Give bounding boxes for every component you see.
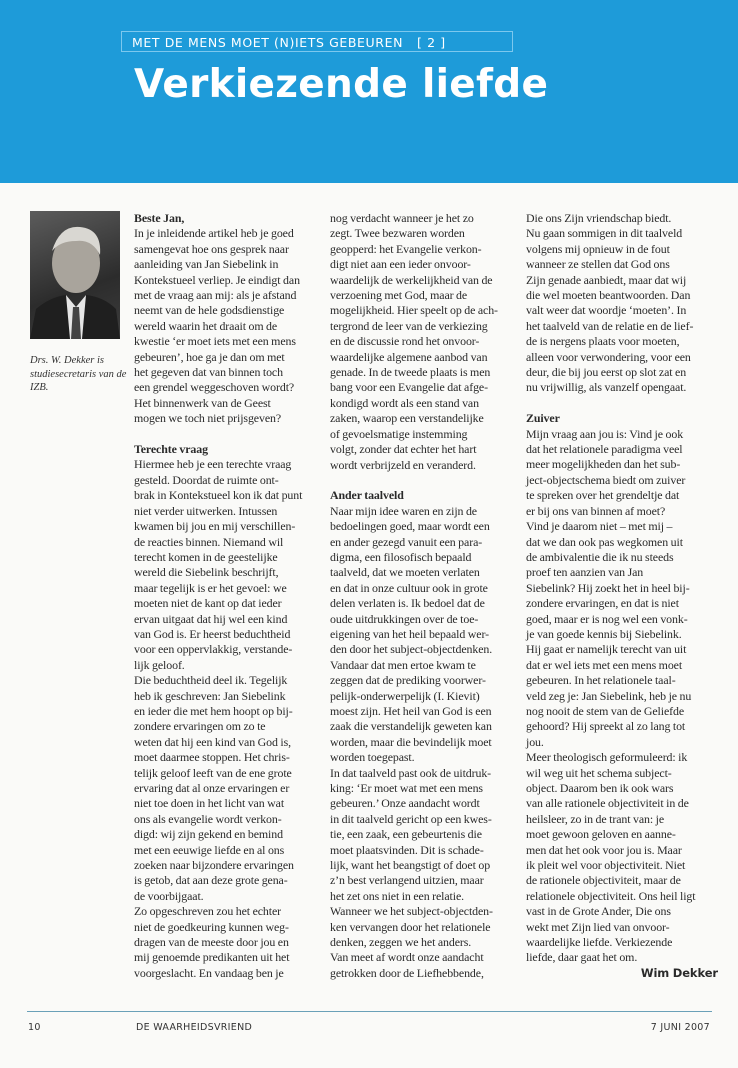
portrait-image — [30, 211, 120, 339]
paragraph: Zo opgeschreven zou het echter niet de goedkeuring kunnen weg- dragen van de meeste door jou en mij genoemde predikanten uit het voorgeslacht. En vandaag ben je — [134, 904, 290, 980]
series-kicker — [121, 31, 513, 52]
series-number: [ 2 ] — [417, 35, 446, 50]
paragraph: Die beduchtheid deel ik. Tegelijk heb ik geschreven: Jan Siebelink en ieder die met hem hoopt op bij- zondere ervaringen om zo te weten dat hij een kind van God is, moet daarmee stoppen. Het chris- telijk geloof leeft van de ene grote ervaring dat al onze ervaringen er niet toe doen in het licht van wat ons als evangelie wordt verkon- digd: wij zijn gekend en bemind met een eeuwige liefde en al ons zoeken naar bijzondere ervaringen is getob, dat aan deze grote gena- de voorbijgaat. — [134, 673, 294, 903]
article-title: Verkiezende liefde — [134, 62, 549, 107]
author-photo — [30, 211, 120, 339]
paragraph: nog verdacht wanneer je het zo zegt. Twee bezwaren worden geopperd: het Evangelie verkon- digt niet aan een ieder onvoor- waardelijk de werkelijkheid van de verzoening met God, maar de mogelijkheid. Hier speelt op de ach- tergrond de leer van de verkiezing en de discussie rond het onvoor- waardelijke algemene aanbod van genade. In de tweede plaats is men bang voor een Evangelie dat afge- kondigd wordt als een stand van zaken, waarop een verstandelijke of gevoelsmatige instemming volgt, zonder dat echter het hart wordt verbrijzeld en veranderd. — [330, 211, 498, 472]
article-column-1 — [134, 211, 326, 981]
paragraph: Die ons Zijn vriendschap biedt. Nu gaan sommigen in dit taalveld volgens mij opnieuw in de fout wanneer ze stellen dat God ons Zijn genade aanbiedt, maar dat wij die wel moeten beantwoorden. Dan valt weer dat woordje ‘moeten’. In het taalveld van de relatie en de lief- de is nergens plaats voor moeten, alleen voor verwondering, voor een deur, die bij jou eerst op slot zat en nu vrijwillig, als vanzelf opengaat. — [526, 211, 694, 395]
section-heading: Ander taalveld — [330, 488, 404, 503]
issue-date: 7 JUNI 2007 — [650, 1022, 710, 1033]
author-signature: Wim Dekker — [640, 965, 718, 980]
paragraph: In je inleidende artikel heb je goed samengevat hoe ons gesprek naar aanleiding van Jan Siebelink in Kontekstueel verliep. Je eindigt dan met de vraag aan mij: als je afstand neemt van de hele godsdienstige wereld waarin het draait om de kwestie ‘er moet iets met een mens gebeuren’, hoe ga je dan om met het gegeven dat van binnen toch een grendel weggeschoven wordt? Het binnenwerk van de Geest mogen we toch niet prijsgeven? — [134, 226, 300, 426]
footer-divider — [27, 1011, 712, 1012]
article-column-2 — [330, 211, 522, 981]
paragraph: Meer theologisch geformuleerd: ik wil weg uit het schema subject- object. Daarom ben ik ook wars van alle rationele objectiviteit in de heilsleer, zo in de trant van: je moet gewoon geloven en aanne- men dat het ook voor jou is. Maar ik pleit wel voor objectiviteit. Niet de rationele objectiviteit, maar de relationele objectiviteit. Ons heil ligt vast in de Grote Ander, Die ons wekt met Zijn lied van onvoor- waardelijke liefde. Verkiezende liefde, daar gaat het om. — [526, 750, 696, 965]
header-banner — [0, 0, 738, 183]
paragraph: Naar mijn idee waren en zijn de bedoelingen goed, maar wordt een en ander gezegd vanuit een para- digma, een filosofisch bepaald taalveld, dat we moeten verlaten en dat in onze cultuur ook in grote delen verlaten is. Ik bedoel dat de oude uitdrukkingen over de toe- eigening van het heil bepaald wer- den door het subject-objectdenken. Vandaar dat men ertoe kwam te zeggen dat de prediking voorwer- pelijk-onderwerpelijk (I. Kievit) moest zijn. Het heil van God is een zaak die verstandelijk geweten kan worden, maar die bevindelijk moet worden toegepast. — [330, 503, 493, 765]
paragraph: Hiermee heb je een terechte vraag gesteld. Doordat de ruimte ont- brak in Kontekstueel kon ik dat punt niet verder uitwerken. Intussen kwamen bij jou en mij verschillen- de reacties binnen. Niemand wil terecht komen in de geestelijke wereld die Siebelink beschrijft, maar tegelijk is er het gevoel: we moeten niet de kant op dat ieder ervan uitgaat dat hij wel een kind van God is. Er heerst beduchtheid voor een oppervlakkig, verstande- lijk geloof. — [134, 457, 303, 672]
page-number: 10 — [28, 1022, 41, 1033]
author-caption: Drs. W. Dekker is studiesecretaris van de IZB. — [30, 355, 127, 393]
series-title: MET DE MENS MOET (N)IETS GEBEUREN — [132, 35, 404, 50]
section-heading: Terechte vraag — [134, 442, 208, 457]
paragraph: In dat taalveld past ook de uitdruk- king: ‘Er moet wat met een mens gebeuren.’ Onze aandacht wordt in dit taalveld gericht op een kwes- tie, een zaak, een gebeurtenis die moet plaatsvinden. Dit is schade- lijk, want het beangstigt of doet op z’n best verlangend uitzien, maar het zet ons niet in een relatie. Wanneer we het subject-objectden- ken vervangen door het relationele denken, zeggen we het anders. Van meet af wordt onze aandacht getrokken door de Liefhebbende, — [330, 765, 493, 980]
paragraph: Mijn vraag aan jou is: Vind je ook dat het relationele paradigma veel meer mogelijkheden dan het sub- ject-objectschema biedt om zuiver te spreken over het grendeltje dat er bij ons van binnen af moet? Vind je daarom niet – met mij – dat we dan ook pas wegkomen uit de ambivalentie die ik nu steeds proef ten aanzien van Jan Siebelink? Hij zoekt het in heel bij- zondere ervaringen, en dat is niet goed, maar er is nog wel een vonk- je van goede kennis bij Siebelink. Hij gaat er namelijk terecht van uit dat er wel iets met een mens moet gebeuren. In het relationele taal- veld zeg je: Jan Siebelink, heb je nu nog nooit de stem van de Geliefde gehoord? Hij spreekt al zo lang tot jou. — [526, 426, 692, 749]
salutation: Beste Jan, — [134, 211, 185, 225]
article-column-3 — [526, 211, 724, 981]
publication-name: DE WAARHEIDSVRIEND — [136, 1022, 253, 1033]
section-heading: Zuiver — [526, 411, 560, 426]
